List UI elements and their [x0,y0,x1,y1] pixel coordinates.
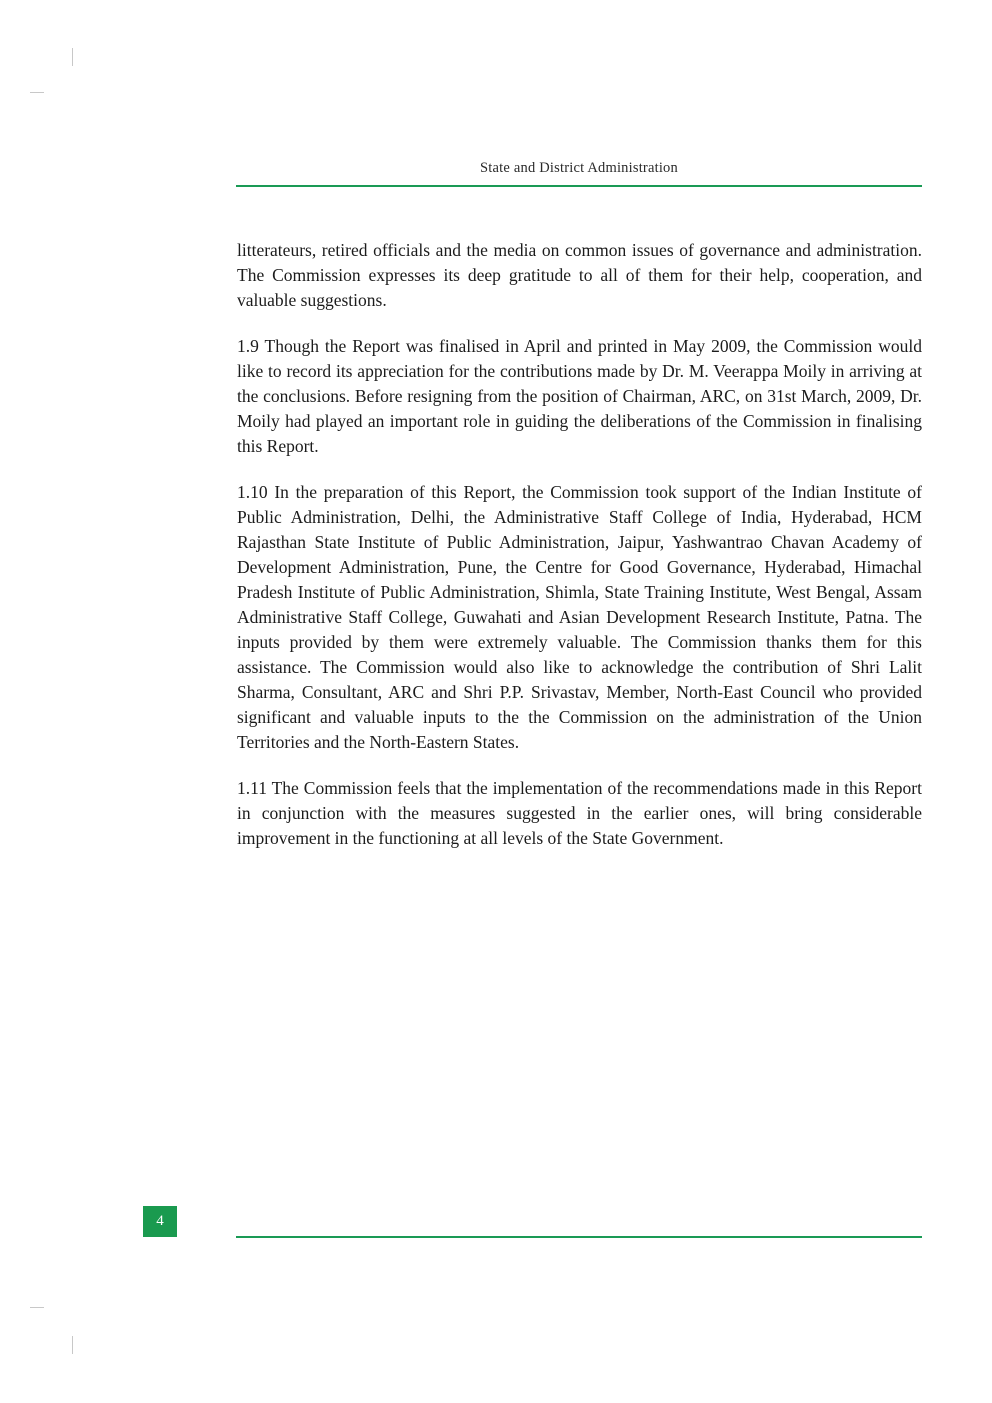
crop-mark-bottom-horizontal [30,1307,44,1308]
paragraph-1-10: 1.10 In the preparation of this Report, the Commission took support of the Indian Institute of Public Administration, Delhi, the Administrative Staff College of India, Hyderabad, HCM Rajasthan State Institute of Public Administration, Jaipur, Yashwantrao Chavan Academy of Development Administration, Pune, the Centre for Good Governance, Hyderabad, Himachal Pradesh Institute of Public Administration, Shimla, State Training Institute, West Bengal, Assam Administrative Staff College, Guwahati and Asian Development Research Institute, Patna. The inputs provided by them were extremely valuable. The Commission thanks them for this assistance. The Commission would also like to acknowledge the contribution of Shri Lalit Sharma, Consultant, ARC and Shri P.P. Srivastav, Member, North-East Council who provided significant and valuable inputs to the the Commission on the administration of the Union Territories and the North-Eastern States. [237,482,922,752]
crop-mark-top-vertical [72,48,73,66]
page-number: 4 [143,1206,177,1237]
body-text [237,238,922,872]
header-rule [236,185,922,187]
paragraph-1-9: 1.9 Though the Report was finalised in April and printed in May 2009, the Commission would like to record its appreciation for the contributions made by Dr. M. Veerappa Moily in arriving at the conclusions. Before resigning from the position of Chairman, ARC, on 31st March, 2009, Dr. Moily had played an important role in guiding the deliberations of the Commission in finalising this Report. [237,336,922,456]
running-header: State and District Administration [480,160,678,176]
footer-rule [236,1236,922,1238]
paragraph-1-11: 1.11 The Commission feels that the implementation of the recommendations made in this Report in conjunction with the measures suggested in the earlier ones, will bring considerable improvement in the functioning at all levels of the State Government. [237,778,922,848]
paragraph: litterateurs, retired officials and the media on common issues of governance and administration. The Commission expresses its deep gratitude to all of them for their help, cooperation, and valuable suggestions. [237,240,922,310]
crop-mark-top-horizontal [30,92,44,93]
crop-mark-bottom-vertical [72,1336,73,1354]
